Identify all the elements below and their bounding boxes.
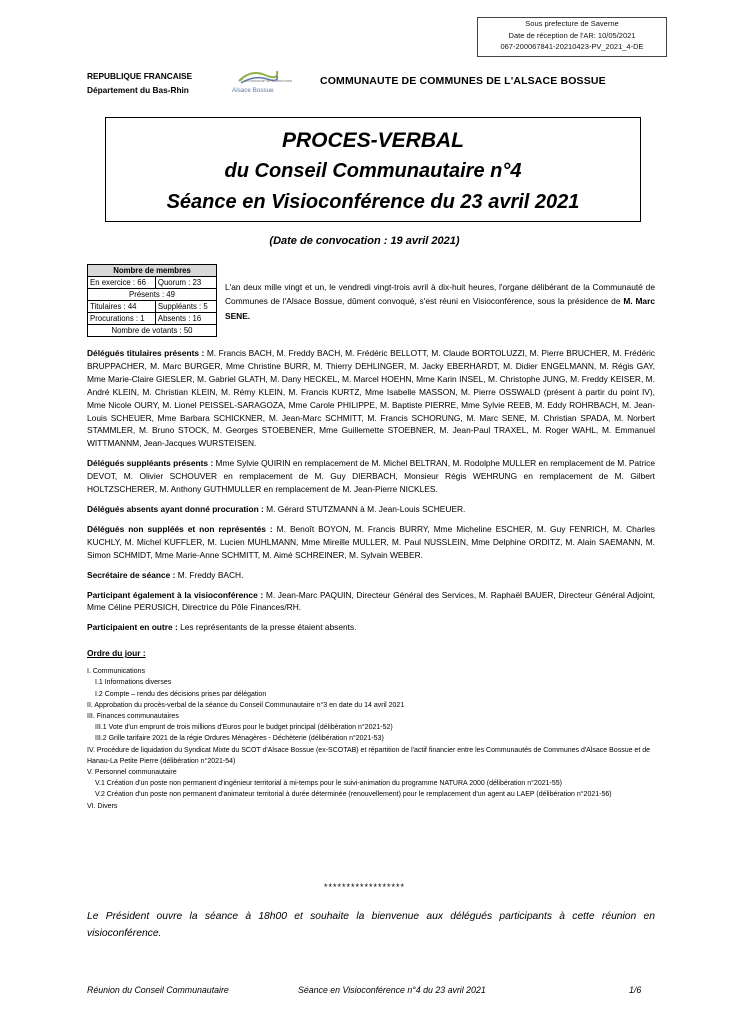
procuration-text: M. Gérard STUTZMANN à M. Jean-Louis SCHEUER. bbox=[263, 503, 466, 514]
outre-paragraph bbox=[87, 621, 655, 634]
agenda-item: III.1 Vote d'un emprunt de trois millions d'Euros pour le budget principal (délibération n°2021-52) bbox=[95, 724, 393, 732]
suppleants-text: Mme Sylvie QUIRIN en remplacement de M. Michel BELTRAN, M. Rodolphe MULLER en remplacement de M. Patrice DEVOT, M. Olivier SCHOUVER en remplacement de M. Guy DIERBACH, Monsieur Régis WEHRUNG en remplacement de M. Gilbert HOLTZSCHERER, M. Anthony GUTHMULLER en remplacement de M. Jean-Pierre NICKLES. bbox=[87, 458, 655, 495]
logo-small-text: Communauté de Communes bbox=[241, 78, 293, 83]
agenda-item: II. Approbation du procès-verbal de la séance du Conseil Communautaire n°3 en date du 14 avril 2021 bbox=[87, 701, 405, 709]
stamp-line-3: 067-200067841-20210423-PV_2021_4-DE bbox=[500, 42, 644, 51]
participant-text: M. Jean-Marc PAQUIN, Directeur Général des Services, M. Raphaël BAUER, Directeur Général Adjoint, Mme Céline PERUSICH, Directrice du Pôle Finances/RH. bbox=[87, 589, 655, 613]
participant-paragraph bbox=[87, 589, 655, 615]
suppleants-paragraph bbox=[87, 457, 655, 496]
org-logo bbox=[229, 67, 293, 99]
agenda-item: I. Communications bbox=[87, 668, 145, 676]
agenda-title: Ordre du jour : bbox=[87, 648, 146, 659]
agenda-item: V. Personnel communautaire bbox=[87, 768, 177, 776]
agenda-item: III.2 Grille tarifaire 2021 de la régie Ordures Ménagères - Déchèterie (délibération n°2021-53) bbox=[95, 735, 384, 743]
agenda-item: I.1 Informations diverses bbox=[95, 679, 172, 687]
republic-label: REPUBLIQUE FRANCAISE bbox=[87, 71, 193, 81]
page-number: 1/6 bbox=[629, 985, 642, 995]
outre-label: Participaient en outre : bbox=[87, 622, 178, 633]
agenda-item: VI. Divers bbox=[87, 802, 118, 810]
procuration-paragraph bbox=[87, 503, 655, 516]
members-header: Nombre de membres bbox=[88, 265, 217, 277]
document-title: PROCES-VERBAL bbox=[281, 129, 465, 152]
participant-label: Participant également à la visioconférence : bbox=[87, 589, 264, 600]
closing-paragraph: Le Président ouvre la séance à 18h00 et souhaite la bienvenue aux délégués participants à cette réunion en visioconférence. bbox=[87, 911, 655, 939]
org-title: COMMUNAUTE DE COMMUNES DE L'ALSACE BOSSUE bbox=[320, 75, 606, 87]
secretaire-paragraph bbox=[87, 569, 655, 582]
republic-block bbox=[87, 69, 192, 97]
members-table bbox=[87, 264, 217, 337]
outre-text: Les représentants de la presse étaient absents. bbox=[177, 622, 357, 633]
nonsupp-text: M. Benoît BOYON, M. Francis BURRY, Mme Micheline ESCHER, M. Guy FENRICH, M. Charles KUCHLY, M. Michel KUFFLER, M. Lucien MUHLMANN, Mme Mireille MULLER, M. Paul NUSSLEIN, Mme Delphine ORDITZ, M. Alain SAEMANN, M. Simon SCHMIDT, Mme Marie-Anne SCHMITT, M. Aimé SCHREINER, M. Sylvain WEBER. bbox=[87, 523, 655, 560]
members-in-office: En exercice : 66 bbox=[88, 277, 156, 289]
department-label: Département du Bas-Rhin bbox=[87, 85, 189, 95]
agenda-item: V.1 Création d'un poste non permanent d'ingénieur territorial à mi-temps pour le suivi-animation du programme NATURA 2000 (délibération n°2021-55) bbox=[95, 780, 562, 788]
members-suppleants: Suppléants : 5 bbox=[155, 301, 216, 313]
intro-text: L'an deux mille vingt et un, le vendredi vingt-trois avril à dix-huit heures, l'organe délibérant de la Communauté de Communes de l'Alsace Bossue, dûment convoqué, s'est réuni en Visioconférence, sous la présidence de bbox=[225, 282, 655, 307]
titulaires-text: M. Francis BACH, M. Freddy BACH, M. Frédéric BELLOTT, M. Claude BORTOLUZZI, M. Pierre BRUCHER, M. Frédéric BRUPPACHER, M. Marc BURGER, Mme Christine BURR, M. Thierry DEHLINGER, M. Jacky EBERHARDT, M. Didier ENGELMANN, M. Régis GAY, Mme Marie-Claire GIESLER, M. Gabriel GLATH, M. Dany HECKEL, M. Marcel HOEHN, Mme Karin INSEL, M. Christophe JUNG, M. Freddy KEISER, M. André KLEIN, M. Christian KLEIN, M. Rémy KLEIN, M. Francis KURTZ, Mme Isabelle MASSON, M. Pierre OSSWALD (présent à partir du point IV), Mme Nicole OURY, M. Lionel PEISSEL-SARAGOZA, Mme Carole PHILIPPE, M. Baptiste PIERRE, Mme Sylvie REEB, M. Eddy ROHRBACH, M. Jean-Louis SCHEUER, Mme Barbara SCHICKNER, M. Jean-Marc SCHMITT, M. Francis SCHORUNG, M. Marc SENE, M. Christian SPADA, M. Norbert STAMMLER, M. Bruno STOCK, M. Georges STOEBENER, Mme Guillemette STOEBNER, M. Jean-Paul TRAXEL, M. Roger WAHL, M. Emmanuel WITTMANNM, Jean-Jacques WURSTEISEN. bbox=[87, 348, 655, 449]
logo-name: Alsace Bossue bbox=[232, 87, 274, 94]
titulaires-paragraph bbox=[87, 347, 655, 450]
agenda-item: III. Finances communautaires bbox=[87, 712, 179, 720]
procuration-label: Délégués absents ayant donné procuration : bbox=[87, 503, 264, 514]
attendance-body bbox=[87, 347, 655, 812]
members-titulaires: Titulaires : 44 bbox=[88, 301, 156, 313]
members-present: Présents : 49 bbox=[88, 289, 217, 301]
members-votants: Nombre de votants : 50 bbox=[88, 325, 217, 337]
agenda-list bbox=[87, 666, 655, 812]
nonsupp-label: Délégués non suppléés et non représentés : bbox=[87, 523, 273, 534]
session-title: Séance en Visioconférence du 23 avril 2021 bbox=[166, 191, 580, 213]
title-box bbox=[105, 117, 641, 222]
agenda-item: IV. Procédure de liquidation du Syndicat Mixte du SCOT d'Alsace Bossue (ex-SCOTAB) et répartition de l'actif financier entre les Communautés de Communes d'Alsace Bossue et de Hanau-La Petite Pierre (délibération n°2021-54) bbox=[87, 746, 650, 765]
reception-stamp bbox=[477, 17, 667, 57]
members-quorum: Quorum : 23 bbox=[155, 277, 216, 289]
agenda-item: I.2 Compte – rendu des décisions prises par délégation bbox=[95, 690, 267, 698]
members-absents: Absents : 16 bbox=[155, 313, 216, 325]
agenda-item: V.2 Création d'un poste non permanent d'animateur territorial à durée déterminée (renouvellement) pour le remplacement d'un agent au LAEP (délibération n°2021-56) bbox=[95, 791, 612, 799]
secretaire-text: M. Freddy BACH. bbox=[175, 569, 244, 580]
convocation-date: (Date de convocation : 19 avril 2021) bbox=[269, 235, 460, 247]
council-title: du Conseil Communautaire n°4 bbox=[224, 160, 522, 182]
stamp-line-1: Sous prefecture de Saverne bbox=[525, 19, 619, 28]
intro-paragraph bbox=[225, 280, 655, 323]
footer-left: Réunion du Conseil Communautaire bbox=[87, 985, 229, 995]
suppleants-label: Délégués suppléants présents : bbox=[87, 458, 214, 469]
stamp-line-2: Date de réception de l'AR: 10/05/2021 bbox=[508, 30, 636, 40]
separator-stars: ****************** bbox=[323, 882, 406, 892]
members-procurations: Procurations : 1 bbox=[88, 313, 156, 325]
president-name: M. Marc SENE. bbox=[225, 296, 655, 321]
footer-center: Séance en Visioconférence n°4 du 23 avril 2021 bbox=[298, 985, 486, 995]
titulaires-label: Délégués titulaires présents : bbox=[87, 348, 205, 358]
secretaire-label: Secrétaire de séance : bbox=[87, 569, 176, 580]
nonsupp-paragraph bbox=[87, 523, 655, 562]
